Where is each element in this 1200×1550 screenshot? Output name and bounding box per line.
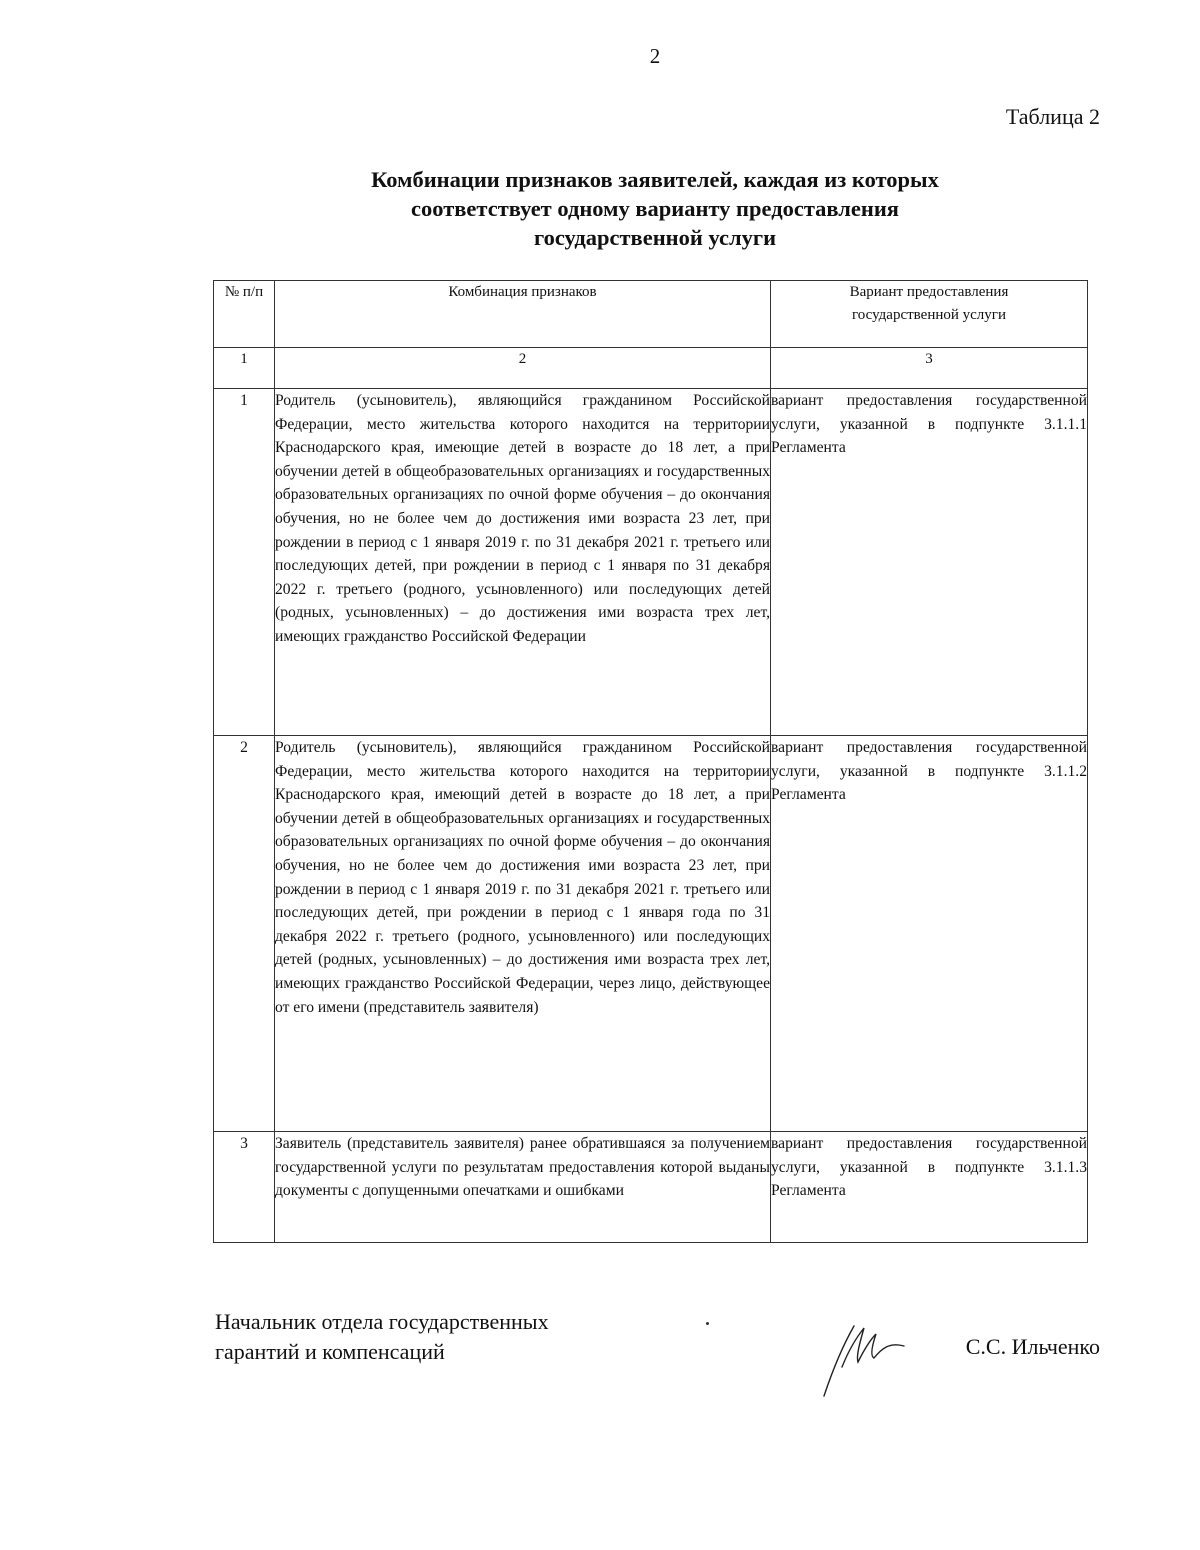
document-title [230,165,1080,252]
signer-position-line: гарантий и компенсаций [215,1339,445,1364]
signer-position [215,1307,549,1367]
column-number: 3 [771,348,1088,389]
row-number: 1 [214,389,275,736]
row-combination: Родитель (усыновитель), являющийся гражданином Российской Федерации, место жительства которого находится на территории Краснодарского края, имеющие детей в возрасте до 18 лет, а при обучении детей в общеобразовательных организациях и государственных образовательных организациях по очной форме обучения – до окончания обучения, но не более чем до достижения ими возраста 23 лет, при рождении в период с 1 января 2019 г. по 31 декабря 2021 г. третьего или последующих детей, при рождении в период с 1 января по 31 декабря 2022 г. третьего (родного, усыновленного) или последующих детей (родных, усыновленных) – до достижения ими возраста трех лет, имеющих гражданство Российской Федерации [275,389,771,736]
signer-name: С.С. Ильченко [965,1334,1100,1359]
row-combination: Родитель (усыновитель), являющийся гражданином Российской Федерации, место жительства которого находится на территории Краснодарского края, имеющий детей в возрасте до 18 лет, а при обучении детей в общеобразовательных организациях и государственных образовательных организациях по очной форме обучения – до окончания обучения, но не более чем до достижения ими возраста 23 лет, при рождении в период с 1 января 2019 г. по 31 декабря 2021 г. третьего или последующих детей, при рождении в период с 1 января года по 31 декабря 2022 г. третьего (родного, усыновленного) или последующих детей (родных, усыновленных) – до достижения ими возраста трех лет, имеющих гражданство Российской Федерации, через лицо, действующее от его имени (представитель заявителя) [275,736,771,1132]
page-number: 2 [649,44,661,68]
column-number: 2 [275,348,771,389]
signer-position-line: Начальник отдела государственных [215,1309,549,1334]
handwritten-signature [812,1312,922,1402]
stray-mark [706,1322,709,1325]
header-number: № п/п [214,281,275,348]
header-combination: Комбинация признаков [275,281,771,348]
table-row [214,389,1088,736]
row-number: 3 [214,1132,275,1243]
row-variant: вариант предоставления государственной услуги, указанной в подпункте 3.1.1.3 Регламента [771,1132,1088,1243]
column-number: 1 [214,348,275,389]
title-line: государственной услуги [533,225,777,250]
row-combination: Заявитель (представитель заявителя) ранее обратившаяся за получением государственной услуги по результатам предоставления которой выданы документы с допущенными опечатками и ошибками [275,1132,771,1243]
table-header-row [214,281,1088,348]
column-number-row [214,348,1088,389]
table-row [214,736,1088,1132]
header-variant: Вариант предоставления государственной услуги [771,281,1088,348]
row-number: 2 [214,736,275,1132]
title-line: Комбинации признаков заявителей, каждая из которых [371,167,939,192]
row-variant: вариант предоставления государственной услуги, указанной в подпункте 3.1.1.2 Регламента [771,736,1088,1132]
title-line: соответствует одному варианту предоставления [411,196,899,221]
table-row [214,1132,1088,1243]
row-variant: вариант предоставления государственной услуги, указанной в подпункте 3.1.1.1 Регламента [771,389,1088,736]
combinations-table [213,280,1088,1243]
table-label: Таблица 2 [1005,104,1100,129]
